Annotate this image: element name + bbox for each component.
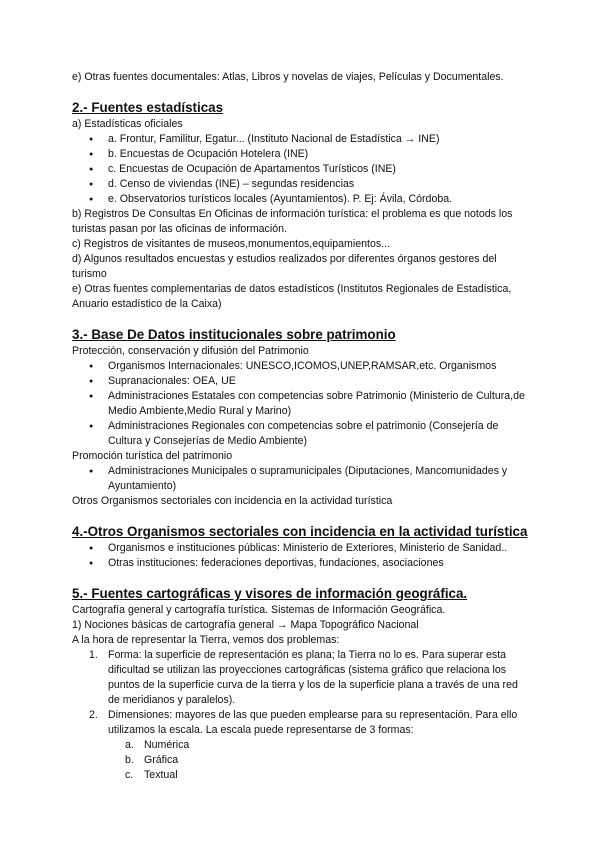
alpha-item xyxy=(72,753,532,768)
section-5-p3: A la hora de representar la Tierra, vemos dos problemas: xyxy=(72,634,340,646)
section-4-title: 4.-Otros Organismos sectoriales con incidencia en la actividad turística xyxy=(72,524,528,539)
intro-line: e) Otras fuentes documentales: Atlas, Libros y novelas de viajes, Películas y Documentales. xyxy=(72,71,504,83)
section-2-c: c) Registros de visitantes de museos,monumentos,equipamientos... xyxy=(72,238,390,250)
section-2-b: b) Registros De Consultas En Oficinas de información turística: el problema es que notods los turistas pasan por las oficinas de información. xyxy=(72,208,513,235)
section-3-p1: Protección, conservación y difusión del Patrimonio xyxy=(72,345,309,357)
item-marker: c. xyxy=(125,769,134,781)
item-text: Numérica xyxy=(144,739,190,751)
section-2-sub-a: a) Estadísticas oficiales xyxy=(72,118,183,130)
section-3-list-2 xyxy=(72,464,532,494)
section-3-p2: Promoción turística del patrimonio xyxy=(72,450,233,462)
section-3-title: 3.- Base De Datos institucionales sobre patrimonio xyxy=(72,327,396,342)
section-5-p1: Cartografía general y cartografía turística. Sistemas de Información Geográfica. xyxy=(72,604,446,616)
item-marker: a. xyxy=(125,739,134,751)
section-2-title: 2.- Fuentes estadísticas xyxy=(72,100,224,115)
item-text: Dimensiones: mayores de las que pueden emplearse para su representación. Para ello utilizamos la escala. La escala puede representarse de 3 formas: xyxy=(108,709,518,736)
numbered-item xyxy=(72,708,532,738)
list-item: ● Supranacionales: OEA, UE xyxy=(72,374,532,389)
list-item: ● e. Observatorios turísticos locales (Ayuntamientos). P. Ej: Ávila, Córdoba. xyxy=(72,192,532,207)
numbered-item xyxy=(72,648,532,708)
list-item: ● Administraciones Municipales o supramunicipales (Diputaciones, Mancomunidades y Ayuntamiento) xyxy=(72,464,532,494)
section-4-list xyxy=(72,541,532,571)
list-item: ● Organismos e instituciones públicas: Ministerio de Exteriores, Ministerio de Sanidad.. xyxy=(72,541,532,556)
item-text: Gráfica xyxy=(144,754,179,766)
alpha-item xyxy=(72,768,532,783)
list-item: ● a. Frontur, Familitur, Egatur... (Instituto Nacional de Estadística → INE) xyxy=(72,132,532,147)
list-item: ● Administraciones Regionales con competencias sobre el patrimonio (Consejería de Cultura y Consejerías de Medio Ambiente) xyxy=(72,419,532,449)
list-item: ● Organismos Internacionales: UNESCO,ICOMOS,UNEP,RAMSAR,etc. Organismos xyxy=(72,359,532,374)
list-item: ● Administraciones Estatales con competencias sobre Patrimonio (Ministerio de Cultura,de Medio Ambiente,Medio Rural y Marino) xyxy=(72,389,532,419)
item-text: Forma: la superficie de representación es plana; la Tierra no lo es. Para superar esta dificultad se utilizan las proyecciones cartográficas (sistema gráfico que relaciona los puntos de la superficie curva de la tierra y los de la superficie plana a través de una red de meridianos y paralelos). xyxy=(108,649,518,706)
section-3-list-1 xyxy=(72,359,532,449)
item-text: Textual xyxy=(144,769,178,781)
item-marker: 1. xyxy=(89,649,98,661)
section-3-p3: Otros Organismos sectoriales con incidencia en la actividad turística xyxy=(72,495,393,507)
item-marker: 2. xyxy=(89,709,98,721)
list-item: ● b. Encuestas de Ocupación Hotelera (INE) xyxy=(72,147,532,162)
alpha-item xyxy=(72,738,532,753)
section-2-d: d) Algunos resultados encuestas y estudios realizados por diferentes órganos gestores del turismo xyxy=(72,253,497,280)
section-5-p2: 1) Nociones básicas de cartografía general → Mapa Topográfico Nacional xyxy=(72,619,419,631)
section-2-list xyxy=(72,132,532,207)
document-page xyxy=(72,70,532,783)
section-2-e: e) Otras fuentes complementarias de datos estadísticos (Institutos Regionales de Estadística, Anuario estadístico de la Caixa) xyxy=(72,283,512,310)
section-5-alpha-list xyxy=(72,738,532,783)
item-marker: b. xyxy=(125,754,134,766)
section-5-title: 5.- Fuentes cartográficas y visores de información geográfica. xyxy=(72,586,468,601)
list-item: ● Otras instituciones: federaciones deportivas, fundaciones, asociaciones xyxy=(72,556,532,571)
list-item: ● c. Encuestas de Ocupación de Apartamentos Turísticos (INE) xyxy=(72,162,532,177)
list-item: ● d. Censo de viviendas (INE) – segundas residencias xyxy=(72,177,532,192)
section-5-numbered-list xyxy=(72,648,532,738)
